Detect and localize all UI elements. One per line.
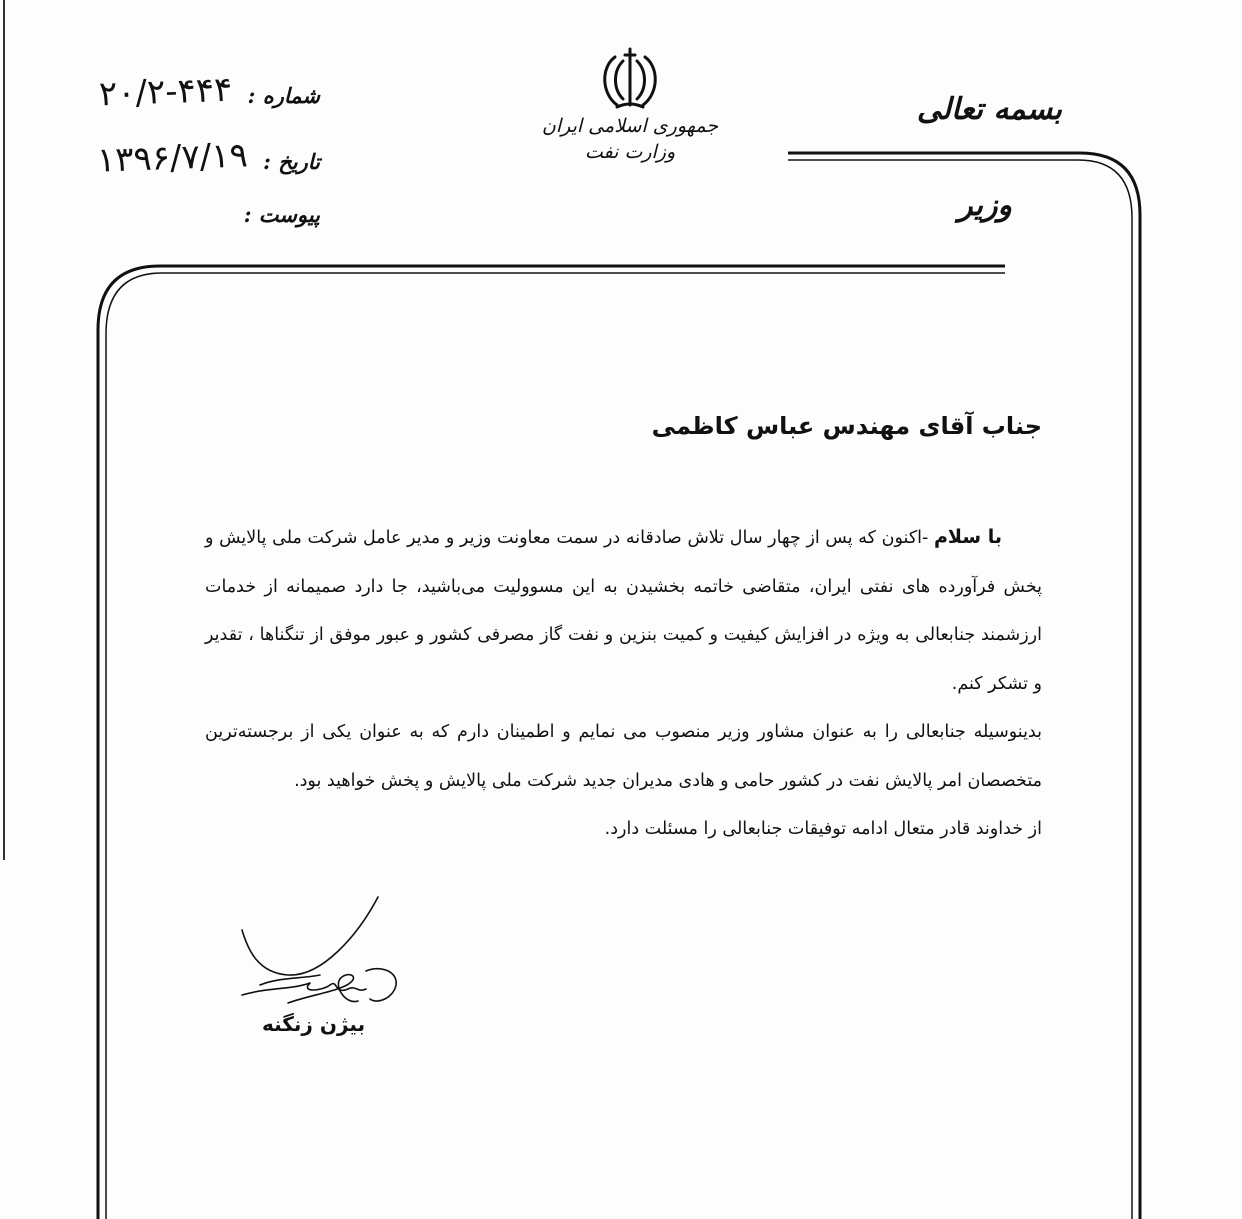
date-label: تاریخ :	[263, 149, 320, 174]
paragraph-2: بدینوسیله جنابعالی را به عنوان مشاور وزیر منصوب می نمایم و اطمینان دارم که به عنوان یکی از برجسته‌ترین متخصصان امر پالایش نفت در کشور حامی و هادی مدیران جدید شرکت ملی پالایش و پخش خواهید بود.	[205, 722, 1042, 791]
attachment-label: پیوست :	[243, 202, 320, 227]
ministry-header	[540, 45, 720, 165]
paragraph-1-text: -اکنون که پس از چهار سال تلاش صادقانه در سمت معاونت وزیر و مدیر عامل شرکت ملی پالایش و پخش فرآورده های نفتی ایران، متقاضی خاتمه بخشیدن به این مسوولیت می‌باشید، جا دارد صمیمانه از خدمات ارزشمند جنابعالی به ویژه در افزایش کیفیت و کمیت بنزین و نفت گاز مصرفی کشور و عبور موفق از تنگناها ، تقدیر و تشکر کنم.	[205, 528, 1042, 694]
letter-body	[205, 513, 1042, 854]
handwritten-signature	[230, 895, 410, 1025]
greeting: با سلام	[933, 526, 1002, 548]
date-row	[96, 135, 320, 181]
attachment-row	[244, 202, 320, 227]
date-value: ۱۳۹۶/۷/۱۹	[96, 135, 249, 181]
number-label: شماره :	[247, 83, 320, 108]
bismillah-heading: بسمه تعالی	[916, 92, 1062, 127]
ministry-country: جمهوری اسلامی ایران	[541, 115, 719, 137]
number-value: ۲۰/۲-۴۴۴	[98, 69, 234, 115]
signer-name: بیژن زنگنه	[262, 1012, 366, 1036]
paragraph-3: از خداوند قادر متعال ادامه توفیقات جنابعالی را مسئلت دارد.	[604, 819, 1042, 839]
recipient: جناب آقای مهندس عباس کاظمی	[651, 412, 1042, 440]
ministry-name: وزارت نفت	[584, 141, 676, 163]
paragraph-1	[205, 513, 1042, 708]
iran-emblem-icon	[595, 45, 665, 113]
office-title: وزیر	[958, 188, 1012, 223]
number-row	[98, 69, 320, 115]
